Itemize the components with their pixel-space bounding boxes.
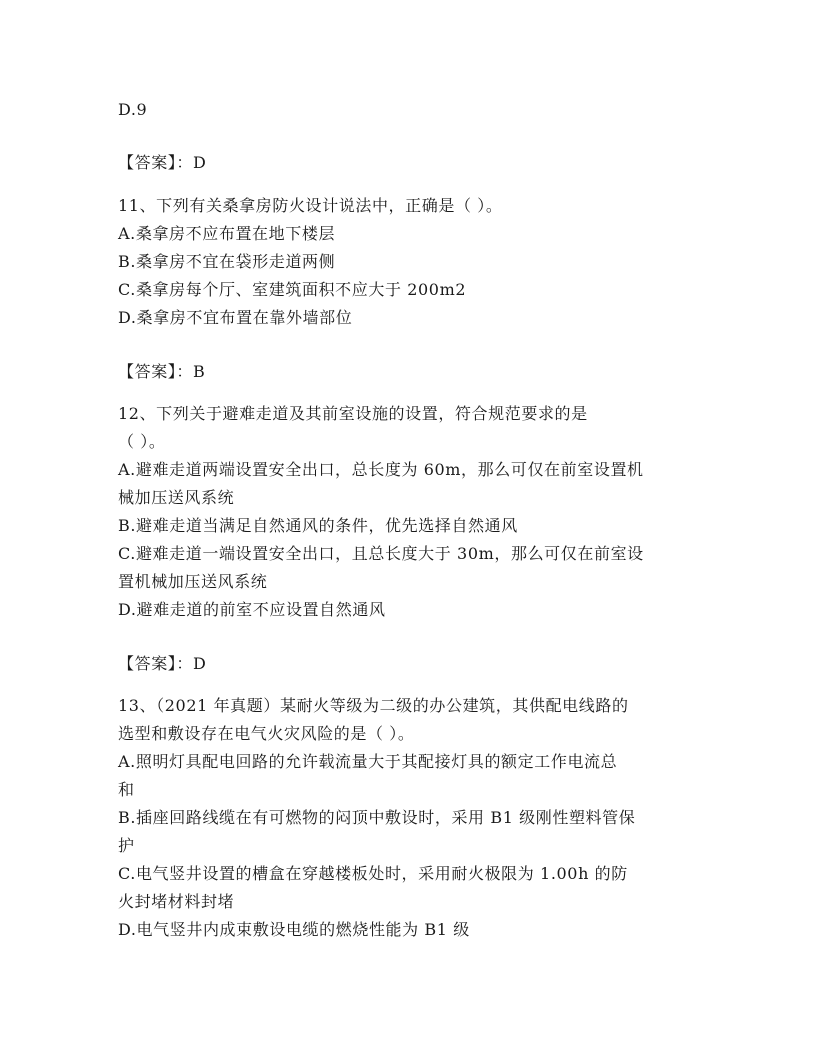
answer-q11: 【答案】：B xyxy=(118,362,206,381)
option-c-q13-continued: 火封堵材料封堵 xyxy=(118,892,235,911)
answer-q10: 【答案】：D xyxy=(118,153,207,172)
option-a-q13: A.照明灯具配电回路的允许载流量大于其配接灯具的额定工作电流总 xyxy=(118,752,618,771)
option-b-q11: B.桑拿房不宜在袋形走道两侧 xyxy=(118,252,336,271)
question-13: 13、（2021 年真题）某耐火等级为二级的办公建筑，其供配电线路的 xyxy=(118,696,629,715)
question-12-continued: （ ）。 xyxy=(118,432,166,451)
question-12: 12、下列关于避难走道及其前室设施的设置，符合规范要求的是 xyxy=(118,404,588,423)
question-13-continued: 选型和敷设存在电气火灾风险的是（ ）。 xyxy=(118,724,415,743)
question-11: 11、下列有关桑拿房防火设计说法中，正确是（ ）。 xyxy=(118,196,503,215)
option-a-q11: A.桑拿房不应布置在地下楼层 xyxy=(118,224,336,243)
option-a-q13-continued: 和 xyxy=(118,780,135,799)
option-b-q13-continued: 护 xyxy=(118,836,135,855)
option-d-q12: D.避难走道的前室不应设置自然通风 xyxy=(118,600,386,619)
option-c-q11: C.桑拿房每个厅、室建筑面积不应大于 200m2 xyxy=(118,280,467,299)
option-b-q13: B.插座回路线缆在有可燃物的闷顶中敷设时，采用 B1 级刚性塑料管保 xyxy=(118,808,636,827)
option-c-q13: C.电气竖井设置的槽盒在穿越楼板处时，采用耐火极限为 1.00h 的防 xyxy=(118,864,628,883)
option-a-q12: A.避难走道两端设置安全出口，总长度为 60m，那么可仅在前室设置机 xyxy=(118,460,644,479)
option-d-q11: D.桑拿房不宜布置在靠外墙部位 xyxy=(118,308,353,327)
option-b-q12: B.避难走道当满足自然通风的条件，优先选择自然通风 xyxy=(118,516,518,535)
option-c-q12-continued: 置机械加压送风系统 xyxy=(118,572,268,591)
option-a-q12-continued: 械加压送风系统 xyxy=(118,488,235,507)
option-c-q12: C.避难走道一端设置安全出口，且总长度大于 30m，那么可仅在前室设 xyxy=(118,544,644,563)
answer-q12: 【答案】：D xyxy=(118,654,207,673)
option-d-q10: D.9 xyxy=(118,100,148,119)
option-d-q13: D.电气竖井内成束敷设电缆的燃烧性能为 B1 级 xyxy=(118,920,470,939)
